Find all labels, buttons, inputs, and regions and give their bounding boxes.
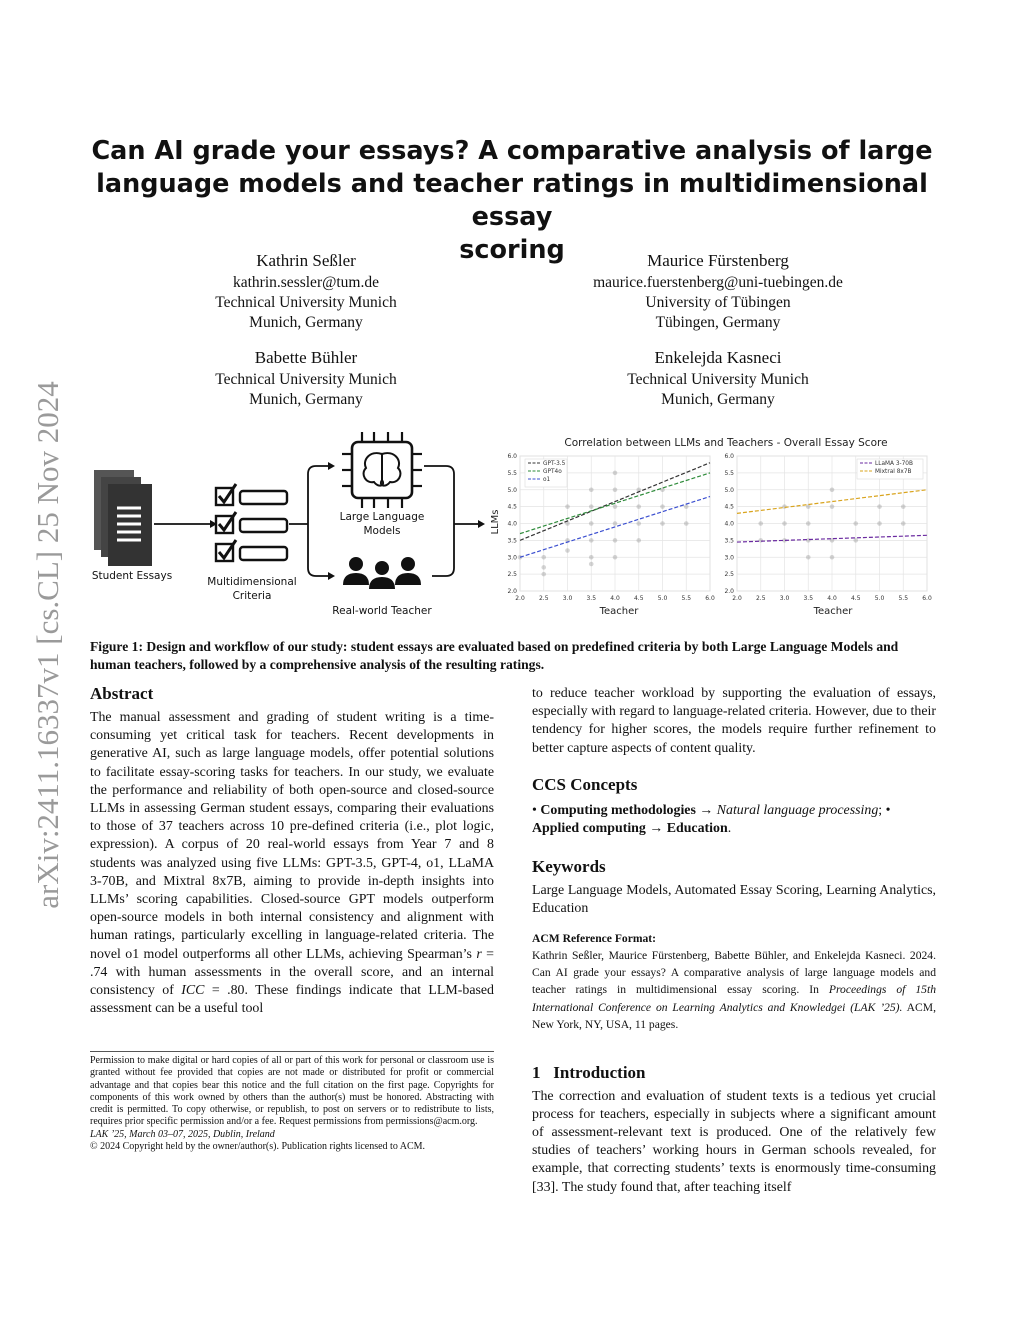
ccs-end: . <box>727 821 732 837</box>
x-tick-label: 5.5 <box>681 595 692 602</box>
data-point <box>541 565 546 570</box>
y-tick-label: 6.0 <box>507 453 517 460</box>
y-tick-label: 2.0 <box>507 588 517 595</box>
author-location: Munich, Germany <box>661 391 775 408</box>
acm-ref-proceedings: Proceedings of 15th International Conference on Learning Analytics and Knowledgei (LAK ’25). <box>532 983 936 1014</box>
llm-label-1: Large Language <box>339 511 425 523</box>
checklist-icon <box>216 484 287 561</box>
abstract-r-value: = .74 with human assessments in the overall score, and an internal consistency of <box>90 946 494 999</box>
author-name: Enkelejda Kasneci <box>654 348 782 367</box>
author-block <box>176 250 436 333</box>
author-location: Munich, Germany <box>249 314 363 331</box>
criteria-label-2: Criteria <box>232 590 272 602</box>
student-essays-label: Student Essays <box>91 570 173 582</box>
abstract-icc-value: = .80. These findings indicate that LLM-based assessment can be a useful tool <box>90 983 494 1017</box>
chart-title: Correlation between LLMs and Teachers - Overall Essay Score <box>564 437 888 449</box>
keywords-heading: Keywords <box>532 857 606 877</box>
data-point <box>589 487 594 492</box>
data-point <box>613 538 618 543</box>
data-point <box>589 521 594 526</box>
y-tick-label: 5.5 <box>724 469 734 477</box>
acm-ref-publisher: ACM, New York, NY, USA, 11 pages. <box>532 1000 936 1032</box>
ccs-item-2: Applied computing <box>532 821 646 837</box>
data-point <box>901 521 906 526</box>
data-point <box>589 555 594 560</box>
author-block <box>565 250 871 333</box>
data-point <box>806 538 811 543</box>
introduction-heading <box>532 1062 936 1084</box>
chart-ylabel: LLMs <box>490 509 501 535</box>
keywords-body: Large Language Models, Automated Essay Scoring, Learning Analytics, Education <box>532 883 936 917</box>
x-tick-label: 4.0 <box>827 595 837 602</box>
ccs-heading: CCS Concepts <box>532 774 638 794</box>
figure-caption: Figure 1: Design and workflow of our study: student essays are evaluated based on predefined criteria by both Large Language Models and human teachers, followed by a comprehensive analysis of the resulting ratings. <box>90 639 899 672</box>
author-affiliation: Technical University Munich <box>215 371 397 388</box>
author-affiliation: Technical University Munich <box>627 371 809 388</box>
author-name: Kathrin Seßler <box>256 251 356 270</box>
x-tick-label: 5.0 <box>874 595 885 602</box>
abstract-r-symbol: r <box>476 946 482 962</box>
chart-panel-open-source <box>724 453 931 602</box>
llm-label-2: Models <box>363 525 401 537</box>
paper-title <box>80 135 944 267</box>
author-name: Maurice Fürstenberg <box>647 251 789 270</box>
x-tick-label: 3.0 <box>779 595 790 602</box>
abstract-icc-symbol: ICC <box>181 983 205 999</box>
brain-chip-icon <box>342 432 422 508</box>
ccs-arrow: → <box>699 802 714 818</box>
chart-panel-closed-source <box>507 453 714 602</box>
y-tick-label: 5.0 <box>724 486 734 494</box>
data-point <box>589 504 594 509</box>
footnote-permission: Permission to make digital or hard copies of all or part of this work for personal or classroom use is granted without fee provided that copies are not made or distributed for profit or commercial advantage and that copies bear this notice and the full citation on the first page. Copyrights for components of this work owned by others than the author(s) must be honored. Abstracting with credit is permitted. To copy otherwise, or republish, to post on servers or to redistribute to lists, requires prior specific permission and/or a fee. Request permissions from permissions@acm.org. <box>90 1055 494 1128</box>
legend-label: GPT-3.5 <box>543 461 566 467</box>
x-tick-label: 2.0 <box>732 595 742 602</box>
data-point <box>830 555 835 560</box>
data-point <box>613 504 618 509</box>
ccs-bullet: • <box>885 802 891 818</box>
x-tick-label: 4.0 <box>610 595 620 602</box>
y-tick-label: 4.0 <box>507 520 517 528</box>
x-tick-label: 5.0 <box>657 595 668 602</box>
y-tick-label: 3.0 <box>507 554 517 562</box>
abstract-text: The manual assessment and grading of student writing is a time-consuming yet critical task for teachers. Recent developments in generative AI, such as large language models, offer potential solutions to facilitate essay-scoring tasks for teachers. In our study, we evaluate the performance and reliability of both open-source and closed-source LLMs in assessing German student essays, comparing their evaluations to those of 37 teachers across 10 pre-defined criteria (i.e., plot logic, expression). A corpus of 20 real-world essays from Year 7 and 8 students was analyzed using five LLMs: GPT-3.5, GPT-4, o1, LLaMA 3-70B, and Mixtral 8x7B, aiming to provide in-depth insights into LLMs’ scoring capabilities. Closed-source GPT models outperform open-source models in both internal consistency and alignment with human ratings, particularly excelling in language-related criteria. The novel o1 model outperforms all other LLMs, achieving Spearman’s <box>90 710 494 962</box>
title-line-1: Can AI grade your essays? A comparative analysis of large <box>91 136 933 166</box>
x-tick-label: 4.5 <box>850 595 861 602</box>
ccs-separator: ; <box>878 802 883 818</box>
footnote-venue: LAK ’25, March 03–07, 2025, Dublin, Ireland <box>90 1128 275 1140</box>
y-tick-label: 2.5 <box>507 571 517 579</box>
ccs-item-2-target: Education <box>666 821 728 837</box>
y-tick-label: 3.5 <box>507 537 517 545</box>
data-point <box>877 504 882 509</box>
author-block <box>565 347 871 410</box>
ccs-body <box>532 802 936 838</box>
legend-label: Mixtral 8x7B <box>875 469 912 475</box>
data-point <box>660 504 665 509</box>
left-column <box>90 683 494 1018</box>
workflow-diagram <box>90 428 490 623</box>
data-point <box>684 521 689 526</box>
data-point <box>806 504 811 509</box>
legend-label: GPT4o <box>543 469 562 475</box>
abstract-continued: to reduce teacher workload by supporting the evaluation of essays, especially with regard to language-related criteria. However, due to their tendency for higher scores, the models require further refinement to better capture aspects of content quality. <box>532 686 936 756</box>
x-tick-label: 2.5 <box>755 595 766 602</box>
data-point <box>782 504 787 509</box>
acm-ref-text: Kathrin Seßler, Maurice Fürstenberg, Babette Bühler, and Enkelejda Kasneci. 2024. Can AI grade your essays? A comparative analysis of large language models and teacher ratings in multidimensional essay scoring. In <box>532 948 936 997</box>
data-point <box>877 521 882 526</box>
data-point <box>636 521 641 526</box>
data-point <box>660 521 665 526</box>
author-email: kathrin.sessler@tum.de <box>233 274 379 291</box>
data-point <box>758 521 763 526</box>
data-point <box>758 538 763 543</box>
data-point <box>541 555 546 560</box>
x-tick-label: 6.0 <box>922 595 932 602</box>
abstract-heading: Abstract <box>90 684 154 703</box>
x-tick-label: 5.5 <box>898 595 909 602</box>
arxiv-sidebar <box>28 350 68 940</box>
permission-footnote <box>90 1051 494 1153</box>
author-affiliation: Technical University Munich <box>215 294 397 311</box>
data-point <box>565 548 570 553</box>
introduction-body: The correction and evaluation of student texts is a tedious yet crucial process for teachers, especially in subjects where a significant amount of assessment-relevant text is produced. One of the relatively few studies of teachers’ working hours in German schools revealed, for example, that correcting students’ texts is enormously time-consuming [33]. The study found that, after teaching itself <box>532 1088 936 1195</box>
data-point <box>806 521 811 526</box>
data-point <box>853 538 858 543</box>
author-affiliation: University of Tübingen <box>645 294 791 311</box>
data-point <box>541 572 546 577</box>
y-tick-label: 6.0 <box>724 453 734 460</box>
legend-label: LLaMA 3-70B <box>875 461 913 467</box>
x-tick-label: 6.0 <box>705 595 715 602</box>
y-tick-label: 5.0 <box>507 486 517 494</box>
author-location: Munich, Germany <box>249 391 363 408</box>
title-line-3: scoring <box>459 235 565 265</box>
y-tick-label: 4.0 <box>724 520 734 528</box>
data-point <box>636 504 641 509</box>
acm-ref-body <box>532 947 936 1034</box>
data-point <box>589 538 594 543</box>
data-point <box>636 538 641 543</box>
data-point <box>613 471 618 476</box>
arxiv-id: arXiv:2411.16337v1 [cs.CL] 25 Nov 2024 <box>30 381 65 909</box>
abstract-body <box>90 709 494 1018</box>
acm-ref-heading: ACM Reference Format: <box>532 931 657 945</box>
ccs-bullet: • <box>532 802 537 818</box>
data-point <box>589 562 594 567</box>
data-point <box>782 521 787 526</box>
data-point <box>806 555 811 560</box>
y-tick-label: 3.5 <box>724 537 734 545</box>
y-tick-label: 2.0 <box>724 588 734 595</box>
author-name: Babette Bühler <box>254 348 358 367</box>
y-tick-label: 4.5 <box>507 503 517 511</box>
chart-xlabel-left: Teacher <box>599 606 639 617</box>
author-block <box>176 347 436 410</box>
ccs-item-1: Computing methodologies <box>540 802 696 818</box>
author-location: Tübingen, Germany <box>655 314 781 331</box>
chart-xlabel-right: Teacher <box>813 606 853 617</box>
data-point <box>830 487 835 492</box>
x-tick-label: 4.5 <box>633 595 644 602</box>
x-tick-label: 3.5 <box>803 595 814 602</box>
data-point <box>901 504 906 509</box>
x-tick-label: 3.0 <box>562 595 573 602</box>
document-stack-icon <box>94 470 152 566</box>
teacher-label: Real-world Teacher <box>332 605 432 617</box>
x-tick-label: 2.5 <box>538 595 549 602</box>
y-tick-label: 5.5 <box>507 469 517 477</box>
section-number: 1 <box>532 1062 541 1082</box>
correlation-chart <box>488 432 936 622</box>
author-email: maurice.fuerstenberg@uni-tuebingen.de <box>593 274 843 291</box>
y-tick-label: 3.0 <box>724 554 734 562</box>
data-point <box>565 504 570 509</box>
section-title: Introduction <box>553 1062 646 1082</box>
title-line-2: language models and teacher ratings in multidimensional essay <box>96 169 928 232</box>
footnote-copyright: © 2024 Copyright held by the owner/author(s). Publication rights licensed to ACM. <box>90 1141 426 1153</box>
data-point <box>853 521 858 526</box>
data-point <box>684 504 689 509</box>
data-point <box>613 487 618 492</box>
legend-label: o1 <box>543 477 551 483</box>
data-point <box>830 504 835 509</box>
teachers-icon <box>343 557 421 589</box>
ccs-item-1-target: Natural language processing <box>716 802 879 818</box>
x-tick-label: 3.5 <box>586 595 597 602</box>
data-point <box>613 521 618 526</box>
right-column <box>532 685 936 1197</box>
ccs-arrow: → <box>649 821 664 837</box>
x-tick-label: 2.0 <box>515 595 525 602</box>
criteria-label-1: Multidimensional <box>207 576 297 588</box>
y-tick-label: 4.5 <box>724 503 734 511</box>
data-point <box>613 555 618 560</box>
y-tick-label: 2.5 <box>724 571 734 579</box>
